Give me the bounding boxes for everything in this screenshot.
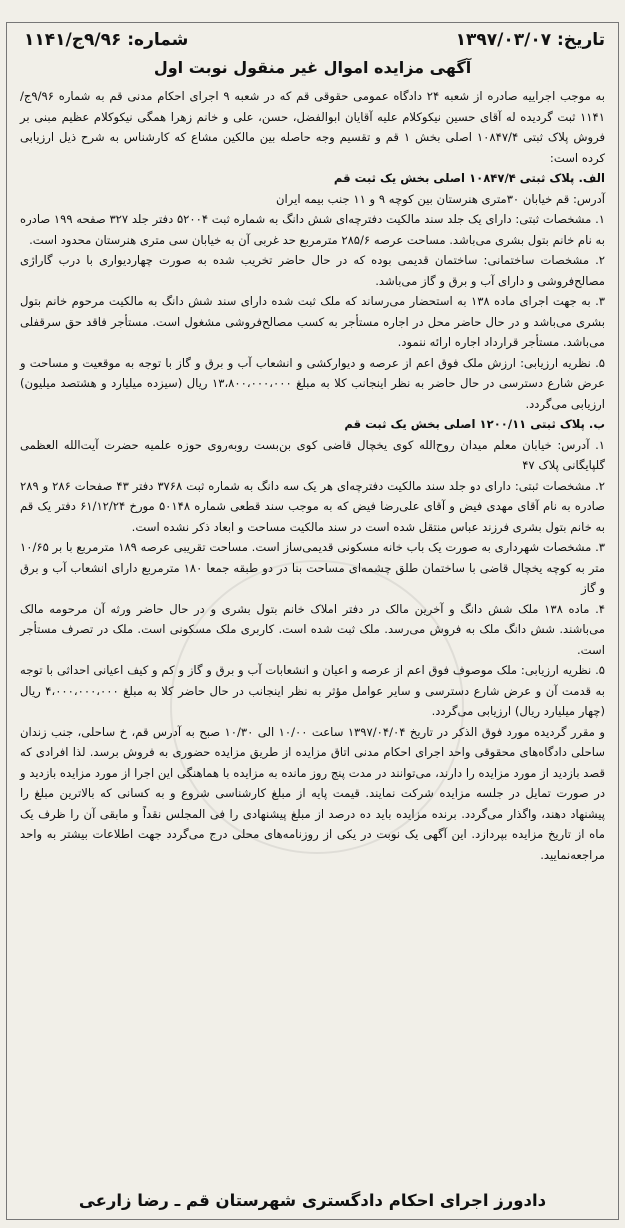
section-b-item-3: ۳. مشخصات شهرداری به صورت یک باب خانه مسکونی قدیمی‌ساز است. مساحت تقریبی عرصه ۱۸۹ مترمربع با بر ۱۰/۶۵ متر به کوچه یخچال قاضی با ساختمان طلق چشمه‌ای مساحت بنا در دو طبقه جمعا ۱۸۰ مترمربع دارای انشعاب آب و برق و گاز bbox=[20, 540, 605, 595]
notice-signature: دادورز اجرای احکام دادگستری شهرستان قم ـ رضا زارعی bbox=[78, 1191, 547, 1210]
notice-title: آگهی مزایده اموال غیر منقول نوبت اول bbox=[153, 58, 472, 77]
date-label: تاریخ: ۱۳۹۷/۰۳/۰۷ bbox=[455, 30, 605, 50]
notice-header bbox=[24, 30, 605, 50]
section-a-item-3: ۳. به جهت اجرای ماده ۱۳۸ به استحضار می‌رساند که ملک ثبت شده دارای سند شش دانگ به مالکیت مرحوم خانم بتول بشری می‌باشد و در حال حاضر محل در اجاره مستأجر به کسب مصالح‌فروشی مشغول است. مستأجر فاقد حق سرقفلی می‌باشد. مستأجر قرارداد اجاره ارائه ننمود. bbox=[20, 294, 605, 349]
section-a-address: آدرس: قم خیابان ۳۰متری هنرستان بین کوچه ۹ و ۱۱ جنب بیمه ایران bbox=[276, 191, 605, 206]
auction-terms: و مقرر گردیده مورد فوق الذکر در تاریخ ۱۳۹۷/۰۴/۰۴ ساعت ۱۰/۰۰ الی ۱۰/۳۰ صبح به آدرس قم، خ ساحلی، جنب زندان ساحلی دادگاه‌های محقوقی واحد اجرای احکام مدنی اتاق مزایده از طریق مزایده حضوری به فروش برسد. لذا افرادی که قصد بازدید از مورد مزایده را دارند، می‌توانند در مدت پنج روز مانده به مزایده با هماهنگی این اجرا از مورد مزایده بازدید و در صورت تمایل در جلسه مزایده شرکت نمایند. قیمت پایه از مبلغ کارشناسی شروع و به کسانی که بالاترین مبلغ را پیشنهاد دهند، واگذار می‌گردد. برنده مزایده باید ده درصد از مبلغ پیشنهادی را فی المجلس نقداً و مابقی آن را ظرف یک ماه از تاریخ مزایده بپردازد. این آگهی یک نوبت در یکی از روزنامه‌های محلی درج می‌گردد جهت اطلاعات بیشتر به واحد مراجعه‌نمایید. bbox=[20, 724, 605, 862]
section-a-item-1: ۱. مشخصات ثبتی: دارای یک جلد سند مالکیت دفترچه‌ای شش دانگ به شماره ثبت ۵۲۰۰۴ دفتر جلد ۳۲۷ صفحه ۱۹۹ صادره به نام خانم بتول بشری می‌باشد. مساحت عرصه ۲۸۵/۶ مترمربع حد غربی آن به خیابان سی متری هنرستان محدود است. bbox=[20, 212, 605, 247]
section-a-heading: الف. پلاک ثبتی ۱۰۸۴۷/۴ اصلی بخش یک ثبت قم bbox=[333, 171, 605, 185]
notice-body bbox=[20, 86, 605, 865]
number-label: شماره: ۹/۹۶ج/۱۱۴۱ bbox=[24, 30, 189, 50]
section-b-heading: ب. پلاک ثبتی ۱۲۰۰/۱۱ اصلی بخش یک ثبت قم bbox=[344, 417, 605, 431]
section-b-item-1: ۱. آدرس: خیابان معلم میدان روح‌الله کوی یخچال قاضی کوی بن‌بست روبه‌روی حوزه علمیه حضرت آیت‌الله العظمی گلپایگانی پلاک ۴۷ bbox=[20, 437, 605, 472]
section-a-item-2: ۲. مشخصات ساختمانی: ساختمان قدیمی بوده که در حال حاضر تخریب شده به صورت چهاردیواری با درب گاراژی مصالح‌فروشی و دارای آب و برق و گاز می‌باشد. bbox=[20, 253, 605, 288]
section-b-item-5: ۵. نظریه ارزیابی: ملک موصوف فوق اعم از عرصه و اعیان و انشعابات آب و برق و گاز و کم و کیف اعیانی احداثی با توجه به قدمت آن و عرض شارع دسترسی و سایر عوامل مؤثر به نظر اینجانب در حال حاضر کلا به مبلغ ۴،۰۰۰،۰۰۰،۰۰۰ ریال (چهار میلیارد ریال) ارزیابی می‌گردد. bbox=[20, 663, 605, 718]
section-a-item-5: ۵. نظریه ارزیابی: ارزش ملک فوق اعم از عرصه و دیوارکشی و انشعاب آب و برق و گاز با توجه به موقعیت و مساحت و عرض شارع دسترسی در حال حاضر به نظر اینجانب کلا به مبلغ ۱۳،۸۰۰،۰۰۰،۰۰۰ ریال (سیزده میلیارد و هشتصد میلیون) ارزیابی می‌گردد. bbox=[20, 355, 605, 411]
section-b-item-2: ۲. مشخصات ثبتی: دارای دو جلد سند مالکیت دفترچه‌ای هر یک سه دانگ به شماره ثبت ۳۷۶۸ دفتر ۴۳ صفحات ۲۸۶ و ۲۸۹ صادره به نام آقای مهدی فیض و آقای علی‌رضا فیض که به موجب سند قطعی شماره ۵۰۱۴۸ مورخ ۶۱/۱۲/۲۴ دفتر یک قم به خانم بتول بشری فرزند عباس منتقل شده است در سند مالکیت مساحت و ابعاد ذکر نشده است. bbox=[20, 478, 605, 534]
section-b-item-4: ۴. ماده ۱۳۸ ملک شش دانگ و آخرین مالک در دفتر املاک خانم بتول بشری و در حال حاضر ورثه آن مرحومه مالک می‌باشند. شش دانگ ملک به فروش می‌رسد. ملک ثبت شده است. کاربری ملک مسکونی است. ملک در تصرف مستأجر است. bbox=[20, 601, 605, 657]
intro-paragraph: به موجب اجراییه صادره از شعبه ۲۴ دادگاه عمومی حقوقی قم که در شعبه ۹ اجرای احکام مدنی قم به شماره ۹/۹۶ج/۱۱۴۱ ثبت گردیده له آقای حسین نیکوکلام علیه آقایان ابوالفضل، حسن، علی و خانم زهرا همگی نیکوکلام عظیم مبنی بر فروش پلاک ثبتی ۱۰۸۴۷/۴ اصلی بخش ۱ قم و تقسیم وجه حاصله بین مالکین مشاع که کارشناس به شرح ذیل ارزیابی کرده است: bbox=[20, 89, 606, 165]
